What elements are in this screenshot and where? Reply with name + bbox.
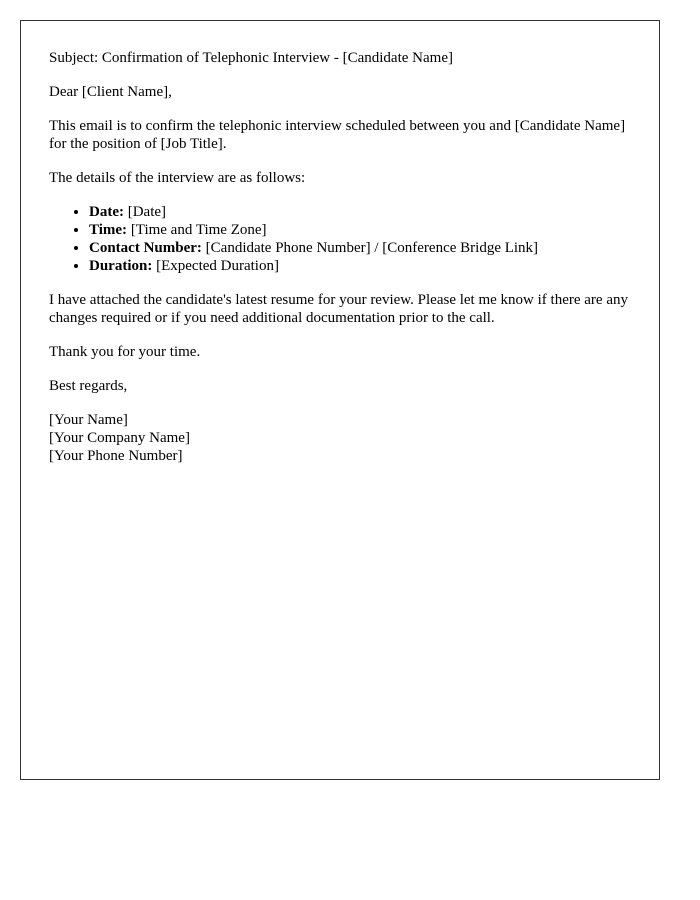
signature-phone: [Your Phone Number] [49,448,183,464]
detail-time [89,221,631,239]
detail-contact-number [89,239,631,257]
detail-label: Duration: [89,258,153,274]
detail-duration [89,257,631,275]
signature-block [49,411,631,465]
intro-paragraph: This email is to confirm the telephonic interview scheduled between you and [Candidate Name] for the position of [Job Title]. [49,118,626,152]
closing-line: Best regards, [49,378,128,394]
detail-date [89,203,631,221]
greeting: Dear [Client Name], [49,84,172,100]
detail-label: Date: [89,204,124,220]
thanks-line: Thank you for your time. [49,344,201,360]
detail-value: [Date] [123,204,167,220]
detail-value: [Expected Duration] [152,258,279,274]
details-lead: The details of the interview are as follows: [49,170,306,186]
email-subject: Subject: Confirmation of Telephonic Interview - [Candidate Name] [49,50,453,66]
detail-label: Contact Number: [89,240,202,256]
interview-details-list [49,203,631,275]
detail-value: [Time and Time Zone] [127,222,267,238]
detail-value: [Candidate Phone Number] / [Conference Bridge Link] [201,240,539,256]
attachment-note: I have attached the candidate's latest resume for your review. Please let me know if there are any changes required or if you need additional documentation prior to the call. [49,292,628,326]
signature-name: [Your Name] [49,412,128,428]
letter-document [20,20,660,780]
detail-label: Time: [89,222,128,238]
signature-company: [Your Company Name] [49,430,190,446]
